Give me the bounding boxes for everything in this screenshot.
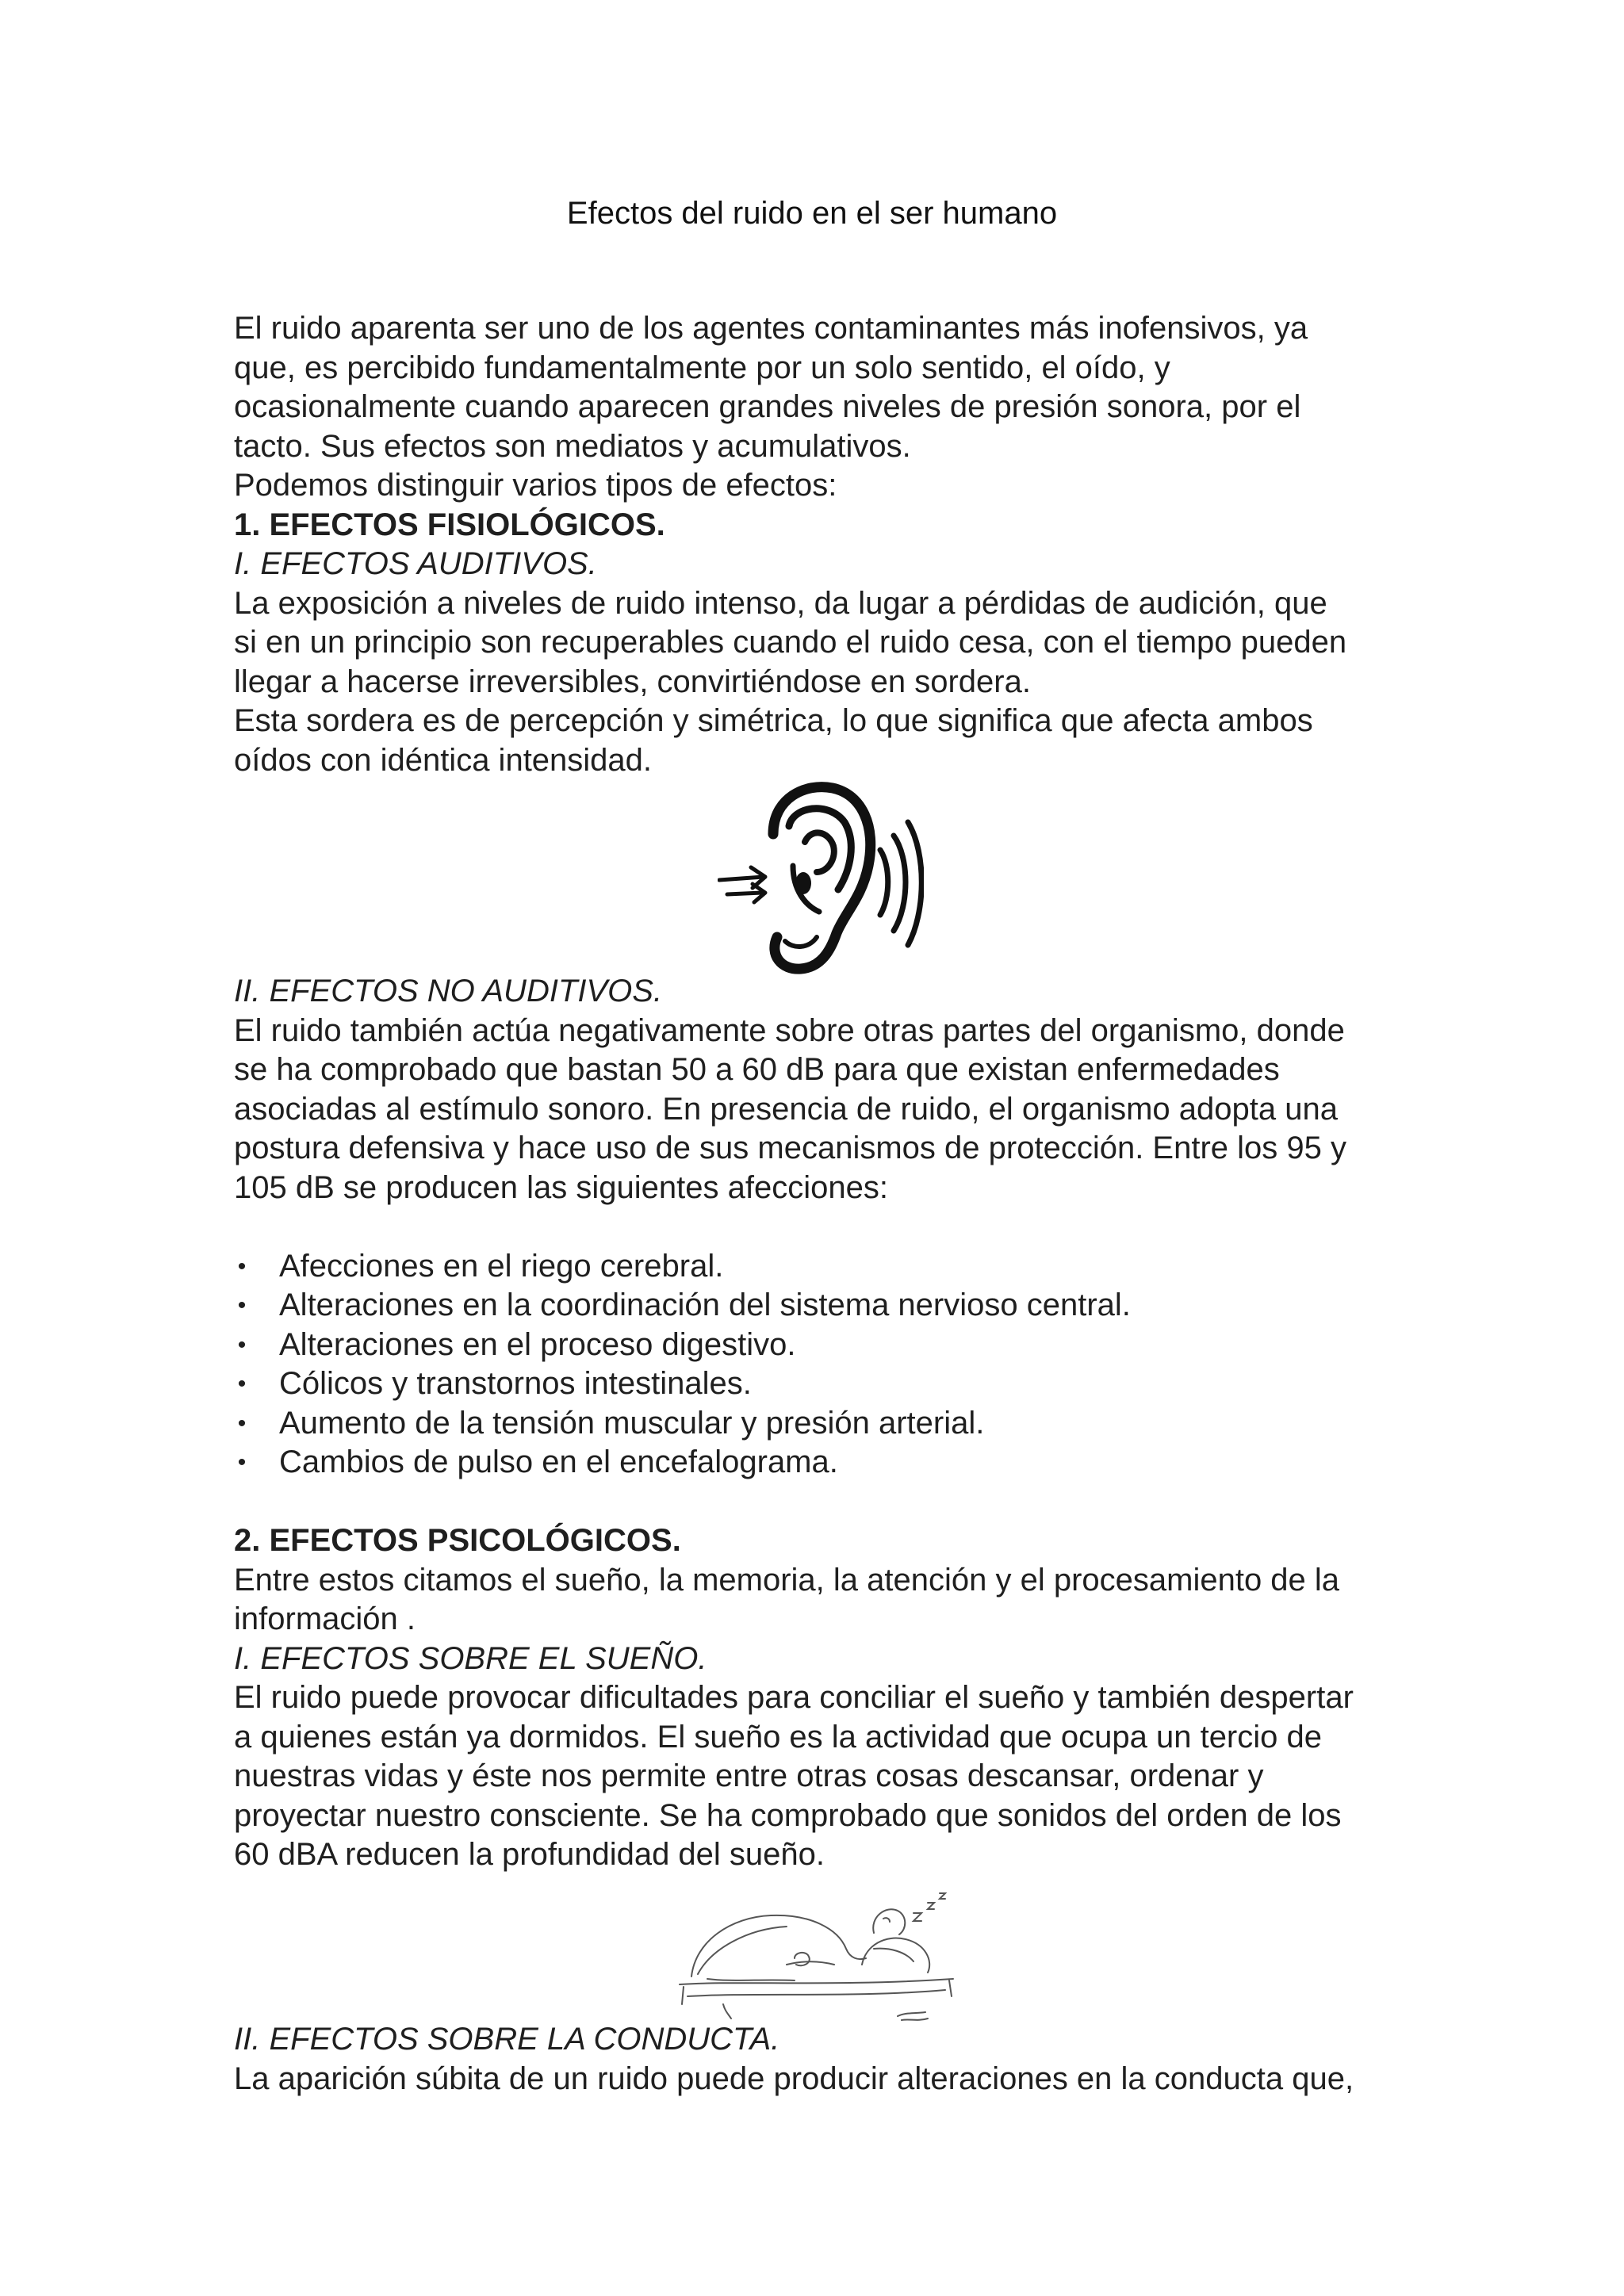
list-item (234, 1443, 1408, 1483)
bullet-icon: • (237, 1449, 247, 1475)
subsection-heading: II. EFECTOS SOBRE LA CONDUCTA. (234, 2022, 780, 2057)
intro-block (234, 309, 1408, 780)
list-item (234, 1247, 1408, 1287)
text-line: postura defensiva y hace uso de sus mecanismos de protección. Entre los 95 y (234, 1131, 1346, 1165)
text-line: La exposición a niveles de ruido intenso, da lugar a pérdidas de audición, que (234, 585, 1327, 621)
bullet-icon: • (237, 1253, 247, 1280)
text-line: información . (234, 1601, 416, 1636)
sleeping-person-icon (676, 1885, 969, 2032)
text-line: proyectar nuestro consciente. Se ha comprobado que sonidos del orden de los (234, 1797, 1342, 1833)
bullet-icon: • (237, 1410, 247, 1437)
section-heading: 1. EFECTOS FISIOLÓGICOS. (234, 507, 665, 542)
section-1-nonauditory (234, 972, 1408, 1875)
list-item-text: Cambios de pulso en el encefalograma. (279, 1445, 838, 1479)
text-line: se ha comprobado que bastan 50 a 60 dB para que existan enfermedades (234, 1052, 1280, 1087)
section-2-conduct (234, 2020, 1408, 2099)
text-line: si en un principio son recuperables cuando el ruido cesa, con el tiempo pueden (234, 625, 1347, 660)
list-item (234, 1404, 1408, 1444)
text-line: 105 dB se producen las siguientes afecciones: (234, 1169, 888, 1205)
text-line: a quienes están ya dormidos. El sueño es la actividad que ocupa un tercio de (234, 1719, 1322, 1755)
list-item-text: Aumento de la tensión muscular y presión arterial. (279, 1405, 985, 1441)
list-item (234, 1364, 1408, 1404)
text-line: La aparición súbita de un ruido puede producir alteraciones en la conducta que, (234, 2061, 1354, 2096)
page-title: Efectos del ruido en el ser humano (566, 196, 1058, 231)
list-item (234, 1286, 1408, 1326)
text-line: nuestras vidas y éste nos permite entre otras cosas descansar, ordenar y (234, 1758, 1264, 1793)
text-line: El ruido también actúa negativamente sobre otras partes del organismo, donde (234, 1012, 1345, 1048)
subsection-heading: I. EFECTOS SOBRE EL SUEÑO. (234, 1640, 707, 1676)
text-line: Entre estos citamos el sueño, la memoria, la atención y el procesamiento de la (234, 1562, 1340, 1598)
text-line: El ruido aparenta ser uno de los agentes contaminantes más inofensivos, ya (234, 311, 1308, 346)
text-line: llegar a hacerse irreversibles, convirtiéndose en sordera. (234, 664, 1031, 699)
bullet-icon: • (237, 1371, 247, 1397)
section-heading: 2. EFECTOS PSICOLÓGICOS. (234, 1523, 681, 1558)
sleeping-person-sketch (676, 1885, 969, 2032)
subsection-heading: I. EFECTOS AUDITIVOS. (234, 546, 597, 581)
effects-list (234, 1247, 1408, 1483)
text-line: que, es percibido fundamentalmente por un solo sentido, el oído, y (234, 350, 1170, 385)
text-line: El ruido puede provocar dificultades para conciliar el sueño y también despertar (234, 1680, 1354, 1715)
bullet-icon: • (237, 1292, 247, 1318)
ear-illustration (718, 779, 924, 977)
text-line: oídos con idéntica intensidad. (234, 742, 653, 778)
spacer (234, 1483, 1408, 1522)
ear-icon (718, 779, 924, 977)
list-item-text: Cólicos y transtornos intestinales. (279, 1366, 752, 1401)
text-line: tacto. Sus efectos son mediatos y acumulativos. (234, 428, 911, 464)
text-line: Esta sordera es de percepción y simétrica, lo que significa que afecta ambos (234, 703, 1313, 738)
list-item-text: Alteraciones en la coordinación del sistema nervioso central. (279, 1288, 1131, 1322)
subsection-heading: II. EFECTOS NO AUDITIVOS. (234, 974, 663, 1008)
text-line: Podemos distinguir varios tipos de efectos: (234, 468, 837, 503)
list-item-text: Alteraciones en el proceso digestivo. (279, 1326, 796, 1362)
spacer (234, 1207, 1408, 1247)
list-item (234, 1326, 1408, 1365)
bullet-icon: • (237, 1331, 247, 1358)
list-item-text: Afecciones en el riego cerebral. (279, 1248, 724, 1284)
text-line: 60 dBA reducen la profundidad del sueño. (234, 1837, 825, 1872)
text-line: ocasionalmente cuando aparecen grandes niveles de presión sonora, por el (234, 389, 1301, 424)
text-line: asociadas al estímulo sonoro. En presencia de ruido, el organismo adopta una (234, 1091, 1338, 1127)
